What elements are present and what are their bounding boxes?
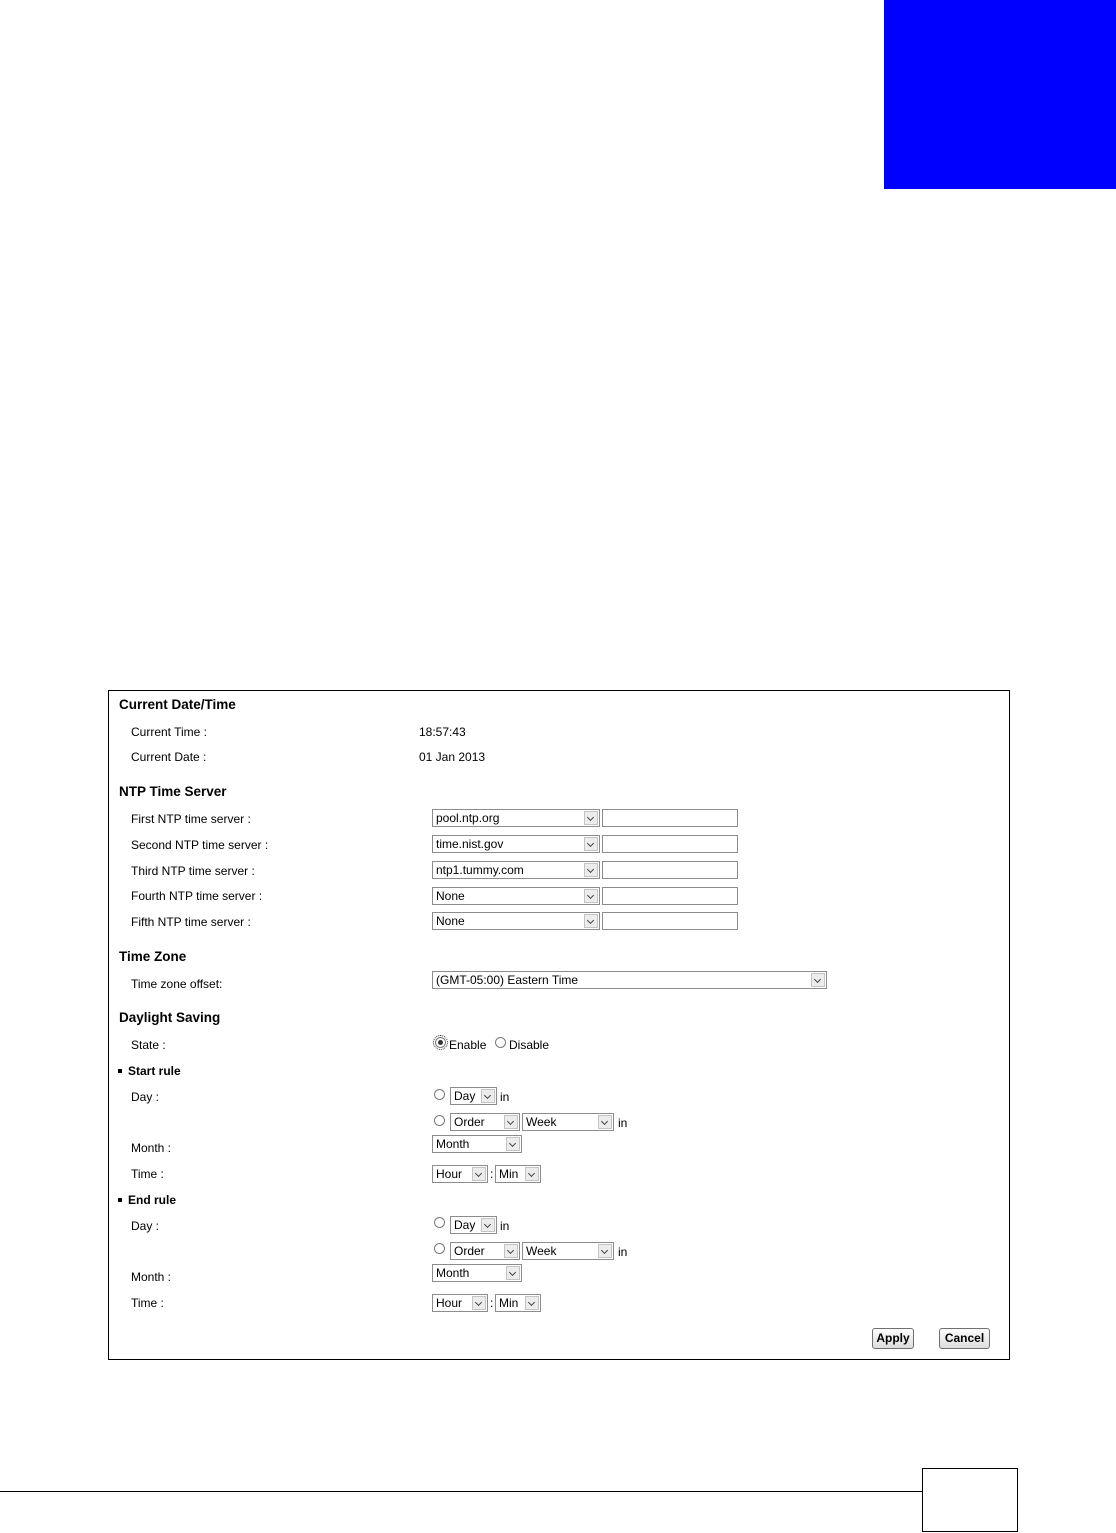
current-date-value: 01 Jan 2013	[419, 750, 486, 764]
end-hour-select[interactable]	[432, 1294, 488, 1312]
bullet-icon	[118, 1069, 122, 1073]
chevron-down-icon	[598, 1115, 612, 1129]
start-week-value: Week	[526, 1115, 557, 1129]
ntp-server-4-select[interactable]	[432, 887, 600, 905]
end-month-value: Month	[436, 1266, 470, 1280]
chevron-down-icon	[481, 1218, 495, 1232]
timezone-offset-label: Time zone offset:	[131, 977, 223, 991]
start-min-select[interactable]	[495, 1165, 541, 1183]
start-min-value: Min	[499, 1167, 519, 1181]
section-title-daylight: Daylight Saving	[119, 1010, 221, 1025]
ntp-server-5-select[interactable]	[432, 912, 600, 930]
end-week-in-label: in	[618, 1245, 628, 1259]
current-time-value: 18:57:43	[419, 725, 466, 739]
chevron-down-icon	[525, 1296, 539, 1310]
start-order-value: Order	[454, 1115, 485, 1129]
ntp-server-4-label: Fourth NTP time server :	[131, 889, 263, 903]
chevron-down-icon	[584, 914, 598, 928]
chevron-down-icon	[504, 1244, 518, 1258]
start-time-colon: :	[490, 1167, 494, 1181]
ntp-server-5-value: None	[436, 914, 465, 928]
end-min-select[interactable]	[495, 1294, 541, 1312]
end-order-select[interactable]	[450, 1242, 520, 1260]
ntp-server-2-select[interactable]	[432, 835, 600, 853]
end-day-value: Day	[454, 1218, 476, 1232]
apply-button[interactable]: Apply	[872, 1328, 914, 1349]
time-settings-panel	[108, 690, 1010, 1360]
end-day-radio[interactable]	[434, 1217, 445, 1228]
start-hour-value: Hour	[436, 1167, 463, 1181]
end-day-label: Day :	[131, 1219, 160, 1233]
start-order-radio[interactable]	[434, 1115, 445, 1126]
cancel-button[interactable]: Cancel	[939, 1328, 990, 1349]
ntp-server-3-label: Third NTP time server :	[131, 864, 255, 878]
end-day-in-label: in	[500, 1219, 510, 1233]
current-date-label: Current Date :	[131, 750, 207, 764]
chevron-down-icon	[472, 1296, 486, 1310]
chevron-down-icon	[584, 811, 598, 825]
chevron-down-icon	[506, 1266, 520, 1280]
ntp-server-1-custom-input[interactable]	[602, 809, 738, 827]
ntp-server-3-value: ntp1.tummy.com	[436, 863, 524, 877]
daylight-enable-label: Enable	[449, 1038, 487, 1052]
chevron-down-icon	[811, 973, 825, 987]
ntp-server-5-custom-input[interactable]	[602, 912, 738, 930]
start-day-label: Day :	[131, 1090, 160, 1104]
ntp-server-4-value: None	[436, 889, 465, 903]
chevron-down-icon	[504, 1115, 518, 1129]
end-time-colon: :	[490, 1296, 494, 1310]
timezone-offset-value: (GMT-05:00) Eastern Time	[436, 973, 579, 987]
end-rule-title-text: End rule	[128, 1193, 177, 1207]
section-title-ntp: NTP Time Server	[119, 784, 227, 799]
footer-divider	[0, 1491, 922, 1492]
end-week-value: Week	[526, 1244, 557, 1258]
end-order-value: Order	[454, 1244, 485, 1258]
end-hour-value: Hour	[436, 1296, 463, 1310]
start-month-select[interactable]	[432, 1135, 522, 1153]
ntp-server-2-value: time.nist.gov	[436, 837, 504, 851]
start-time-label: Time :	[131, 1167, 164, 1181]
timezone-offset-select[interactable]	[432, 971, 827, 989]
daylight-disable-radio[interactable]	[495, 1037, 506, 1048]
chevron-down-icon	[472, 1167, 486, 1181]
start-day-radio[interactable]	[434, 1089, 445, 1100]
chevron-down-icon	[506, 1137, 520, 1151]
end-month-select[interactable]	[432, 1264, 522, 1282]
daylight-enable-radio[interactable]	[435, 1037, 446, 1048]
current-time-label: Current Time :	[131, 725, 208, 739]
start-hour-select[interactable]	[432, 1165, 488, 1183]
start-rule-title-text: Start rule	[128, 1064, 181, 1078]
daylight-disable-label: Disable	[509, 1038, 550, 1052]
chevron-down-icon	[525, 1167, 539, 1181]
ntp-server-2-label: Second NTP time server :	[131, 838, 269, 852]
start-order-select[interactable]	[450, 1113, 520, 1131]
chevron-down-icon	[584, 837, 598, 851]
end-time-label: Time :	[131, 1296, 164, 1310]
ntp-server-2-custom-input[interactable]	[602, 835, 738, 853]
start-month-value: Month	[436, 1137, 470, 1151]
ntp-server-3-custom-input[interactable]	[602, 861, 738, 879]
page-number-box	[922, 1468, 1018, 1532]
end-day-select[interactable]	[450, 1216, 497, 1234]
end-order-radio[interactable]	[434, 1243, 445, 1254]
chevron-down-icon	[481, 1089, 495, 1103]
section-title-current: Current Date/Time	[119, 697, 236, 712]
ntp-server-3-select[interactable]	[432, 861, 600, 879]
chevron-down-icon	[584, 889, 598, 903]
start-month-label: Month :	[131, 1141, 172, 1155]
ntp-server-1-label: First NTP time server :	[131, 812, 251, 826]
chapter-tab-block	[884, 0, 1116, 189]
ntp-server-5-label: Fifth NTP time server :	[131, 915, 251, 929]
end-month-label: Month :	[131, 1270, 172, 1284]
end-min-value: Min	[499, 1296, 519, 1310]
start-day-select[interactable]	[450, 1087, 497, 1105]
start-week-select[interactable]	[522, 1113, 614, 1131]
end-week-select[interactable]	[522, 1242, 614, 1260]
start-day-in-label: in	[500, 1090, 510, 1104]
end-rule-title	[118, 1193, 176, 1207]
section-title-timezone: Time Zone	[119, 949, 187, 964]
ntp-server-4-custom-input[interactable]	[602, 887, 738, 905]
daylight-state-label: State :	[131, 1038, 166, 1052]
start-week-in-label: in	[618, 1116, 628, 1130]
chevron-down-icon	[584, 863, 598, 877]
ntp-server-1-value: pool.ntp.org	[436, 811, 500, 825]
chevron-down-icon	[598, 1244, 612, 1258]
start-day-value: Day	[454, 1089, 476, 1103]
ntp-server-1-select[interactable]	[432, 809, 600, 827]
start-rule-title	[118, 1064, 181, 1078]
bullet-icon	[118, 1198, 122, 1202]
